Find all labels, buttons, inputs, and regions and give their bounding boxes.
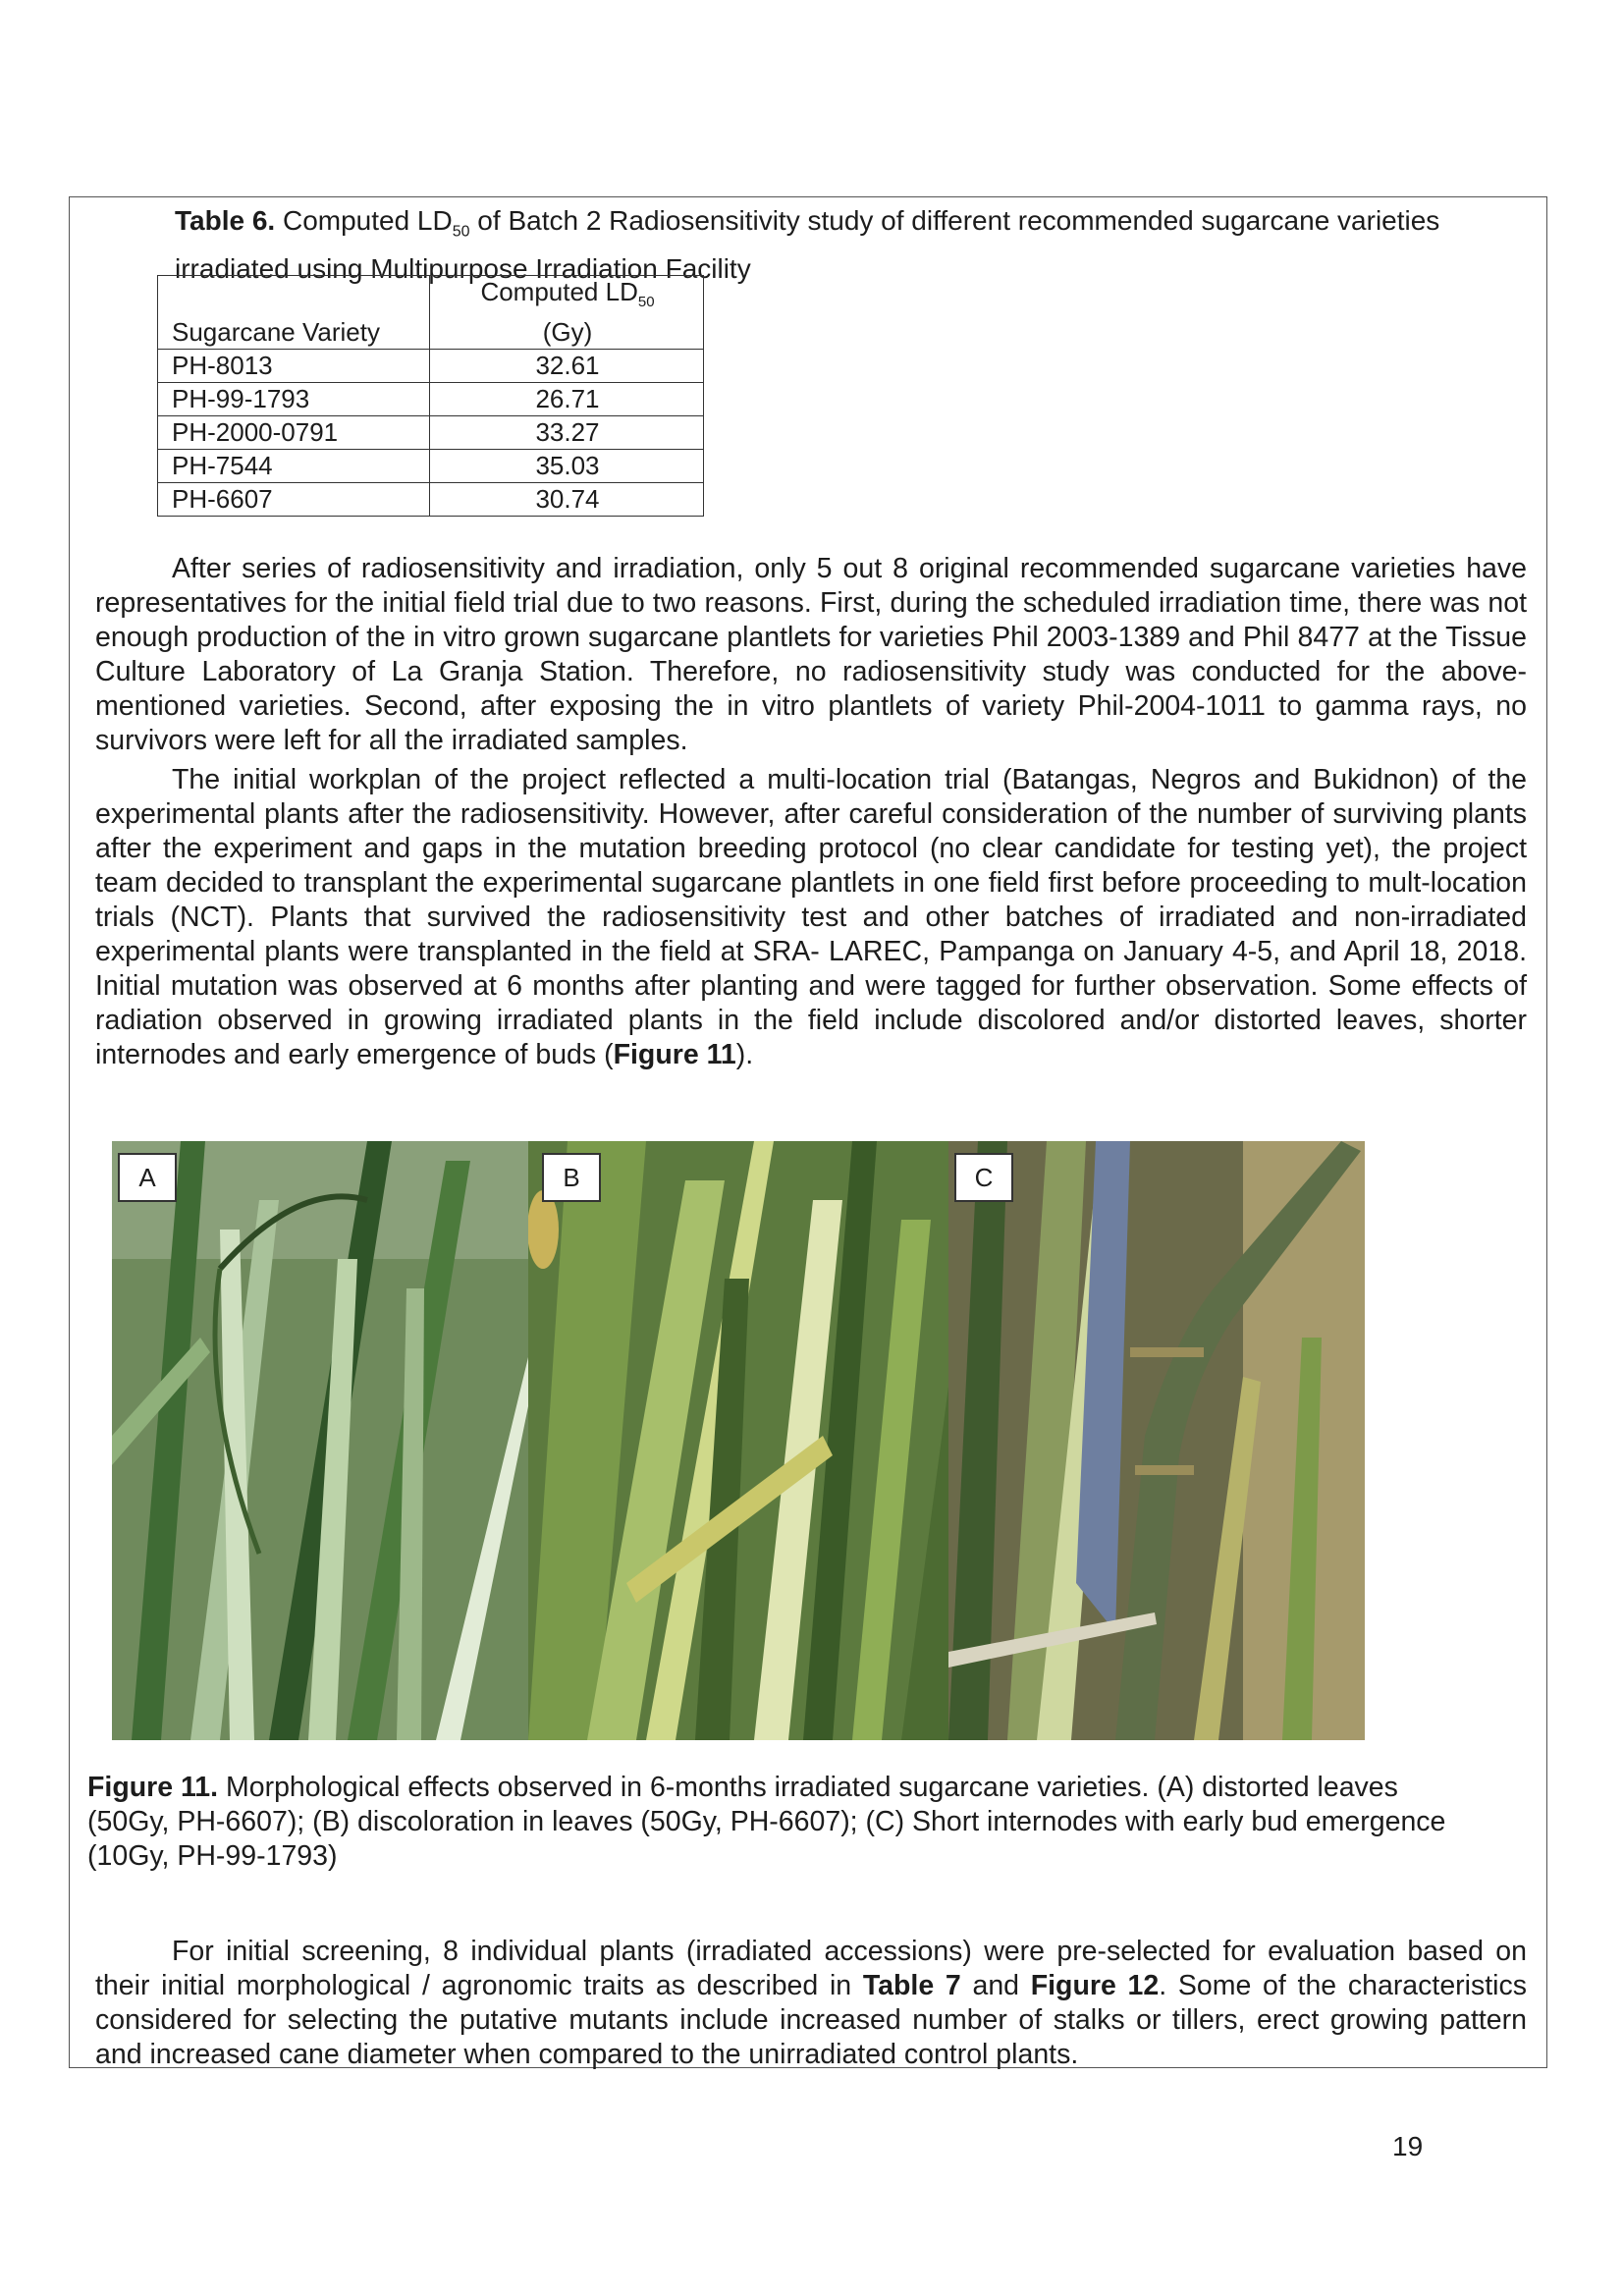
- panel-label-c: C: [954, 1153, 1013, 1202]
- table-row: [158, 483, 704, 517]
- figure-11-reference: Figure 11: [613, 1039, 736, 1070]
- paragraph-radiosensitivity: After series of radiosensitivity and irradiation, only 5 out 8 original recommended sugarcane varieties have representatives for the initial field trial due to two reasons. First, during the scheduled irradiation time, there was not enough production of the in vitro grown sugarcane plantlets for varieties Phil 2003-1389 and Phil 8477 at the Tissue Culture Laboratory of La Granja Station. Therefore, no radiosensitivity study was conducted for the above-mentioned varieties. Second, after exposing the in vitro plantlets of variety Phil-2004-1011 to gamma rays, no survivors were left for all the irradiated samples.: [95, 553, 1527, 756]
- panel-label-a: A: [118, 1153, 177, 1202]
- table-row: [158, 416, 704, 450]
- panel-label-b: B: [542, 1153, 601, 1202]
- variety-cell: PH-2000-0791: [158, 416, 430, 450]
- header-sugarcane-variety: Sugarcane Variety: [158, 276, 430, 350]
- header-computed-ld50: Computed $LD_{50}$ (Gy): [430, 276, 704, 350]
- ld50-cell: 26.71: [430, 383, 704, 416]
- table-header-row: [158, 276, 704, 350]
- ld50-cell: 32.61: [430, 350, 704, 383]
- figure-12-reference: Figure 12: [1030, 1970, 1160, 2001]
- page-number: 19: [1392, 2131, 1424, 2161]
- figure-11-caption: Figure 11. Morphological effects observed in 6-months irradiated sugarcane varieties. (A) distorted leaves (50Gy, PH-6607); (B) discoloration in leaves (50Gy, PH-6607); (C) Short internodes with early bud emergence (10Gy, PH-99-1793): [87, 1772, 1446, 1872]
- photo-panel-a: [112, 1141, 528, 1740]
- short-internodes-photo: [948, 1141, 1365, 1740]
- table-7-reference: Table 7: [862, 1970, 961, 2001]
- table-6-label: Table 6.: [175, 205, 276, 236]
- variety-cell: PH-7544: [158, 450, 430, 483]
- paragraph-screening: For initial screening, 8 individual plants (irradiated accessions) were pre-selected for evaluation based on their initial morphological / agronomic traits as described in Table 7 and Figure 12. Some of the characteristics considered for selecting the putative mutants include increased number of stalks or tillers, erect growing pattern and increased cane diameter when compared to the unirradiated control plants.: [95, 1936, 1527, 2070]
- variety-cell: PH-99-1793: [158, 383, 430, 416]
- ld50-table: [157, 275, 704, 517]
- distorted-leaves-photo: [112, 1141, 528, 1740]
- paragraph-workplan: The initial workplan of the project reflected a multi-location trial (Batangas, Negros and Bukidnon) of the experimental plants after the radiosensitivity. However, after careful consideration of the number of surviving plants after the experiment and gaps in the mutation breeding protocol (no clear candidate for testing yet), the project team decided to transplant the experimental sugarcane plantlets in one field first before proceeding to mult-location trials (NCT). Plants that survived the radiosensitivity test and other batches of irradiated and non-irradiated experimental plants were transplanted in the field at SRA- LAREC, Pampanga on January 4-5, and April 18, 2018. Initial mutation was observed at 6 months after planting and were tagged for further observation. Some effects of radiation observed in growing irradiated plants in the field include discolored and/or distorted leaves, shorter internodes and early emergence of buds (Figure 11).: [95, 764, 1527, 1070]
- ld50-subscript: 50: [452, 223, 470, 241]
- ld50-cell: 30.74: [430, 483, 704, 517]
- figure-11-photos: [112, 1141, 1365, 1740]
- discolored-leaves-photo: [528, 1141, 948, 1740]
- photo-panel-b: [528, 1141, 948, 1740]
- photo-panel-c: [948, 1141, 1365, 1740]
- ld50-cell: 35.03: [430, 450, 704, 483]
- variety-cell: PH-8013: [158, 350, 430, 383]
- figure-11-label: Figure 11.: [87, 1772, 219, 1803]
- ld50-cell: 33.27: [430, 416, 704, 450]
- table-row: [158, 450, 704, 483]
- variety-cell: PH-6607: [158, 483, 430, 517]
- table-6-caption-text: Computed LD: [275, 205, 453, 236]
- table-row: [158, 383, 704, 416]
- table-6-caption: [175, 202, 1490, 287]
- table-6-caption-text-2: of Batch 2 Radiosensitivity study of different recommended sugarcane varieties irradiated using Multipurpose Irradiation Facility: [175, 205, 1440, 284]
- table-row: [158, 350, 704, 383]
